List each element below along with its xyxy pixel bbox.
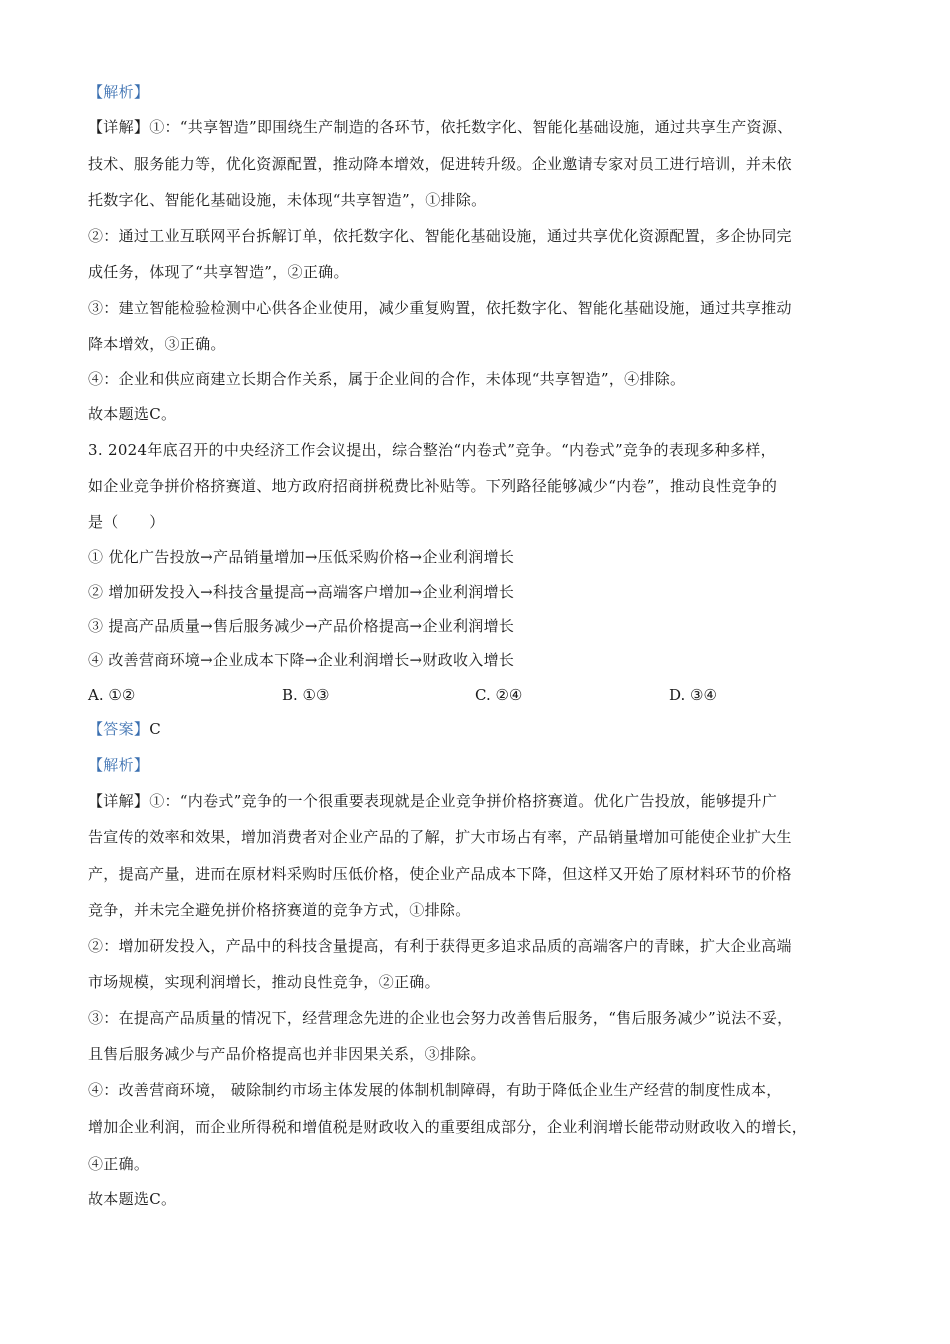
q3-detail-line: 市场规模，实现利润增长，推动良性竞争，②正确。	[88, 973, 440, 991]
q3-stem-line: 是（ ）	[88, 513, 165, 531]
q3-stem-line: 3. 2024年底召开的中央经济工作会议提出，综合整治“内卷式”竞争。“内卷式”竞争的表现多种多样，	[88, 441, 776, 459]
q3-stem-line: 如企业竞争拼价格挤赛道、地方政府招商拼税费比补贴等。下列路径能够减少“内卷”，推动良性竞争的	[88, 477, 778, 495]
q2-detail-line: 技术、服务能力等，优化资源配置，推动降本增效，促进转升级。企业邀请专家对员工进行培训，并未依	[88, 155, 792, 173]
q3-path-2: ② 增加研发投入→科技含量提高→高端客户增加→企业利润增长	[88, 583, 515, 601]
q3-detail-line: 【详解】①：“内卷式”竞争的一个很重要表现就是企业竞争拼价格挤赛道。优化广告投放，能够提升广	[88, 792, 778, 810]
q2-detail-line: ②：通过工业互联网平台拆解订单，依托数字化、智能化基础设施，通过共享优化资源配置，多企协同完	[88, 227, 792, 245]
q2-detail-line: 托数字化、智能化基础设施，未体现“共享智造”，①排除。	[88, 191, 487, 209]
option-c: C. ②④	[475, 686, 523, 704]
q3-detail-line: 告宣传的效率和效果，增加消费者对企业产品的了解，扩大市场占有率，产品销量增加可能使企业扩大生	[88, 828, 792, 846]
q3-detail-line: 且售后服务减少与产品价格提高也并非因果关系，③排除。	[88, 1045, 486, 1063]
q3-path-3: ③ 提高产品质量→售后服务减少→产品价格提高→企业利润增长	[88, 617, 515, 635]
q3-answer-value: C	[149, 720, 161, 738]
q3-detail-line: ④正确。	[88, 1155, 150, 1173]
q3-path-4: ④ 改善营商环境→企业成本下降→企业利润增长→财政收入增长	[88, 651, 515, 669]
q2-conclusion: 故本题选C。	[88, 405, 177, 423]
q2-detail-line: 【详解】①：“共享智造”即围绕生产制造的各环节，依托数字化、智能化基础设施，通过共享生产资源、	[88, 118, 793, 136]
q3-answer-tag: 【答案】	[88, 720, 150, 738]
option-b: B. ①③	[282, 686, 330, 704]
q3-answer	[88, 719, 868, 739]
q2-detail-line: 降本增效，③正确。	[88, 335, 226, 353]
q3-detail-line: ②：增加研发投入，产品中的科技含量提高，有利于获得更多追求品质的高端客户的青睐，扩大企业高端	[88, 937, 792, 955]
q2-detail-line: ③：建立智能检验检测中心供各企业使用，减少重复购置，依托数字化、智能化基础设施，通过共享推动	[88, 299, 792, 317]
option-d: D. ③④	[669, 686, 717, 704]
q3-detail-line: 增加企业利润，而企业所得税和增值税是财政收入的重要组成部分，企业利润增长能带动财政收入的增长，	[88, 1118, 808, 1136]
q3-detail-line: ③：在提高产品质量的情况下，经营理念先进的企业也会努力改善售后服务，“售后服务减少”说法不妥，	[88, 1009, 793, 1027]
q2-detail-line: ④：企业和供应商建立长期合作关系，属于企业间的合作，未体现“共享智造”，④排除。	[88, 370, 686, 388]
q3-detail-line: 产，提高产量，进而在原材料采购时压低价格，使企业产品成本下降，但这样又开始了原材料环节的价格	[88, 865, 792, 883]
option-a: A. ①②	[88, 686, 136, 704]
q3-detail-line: 竞争，并未完全避免拼价格挤赛道的竞争方式，①排除。	[88, 901, 471, 919]
q3-detail-line: ④：改善营商环境， 破除制约市场主体发展的体制机制障碍，有助于降低企业生产经营的制度性成本，	[88, 1081, 782, 1099]
q3-path-1: ① 优化广告投放→产品销量增加→压低采购价格→企业利润增长	[88, 548, 515, 566]
q2-detail-line: 成任务，体现了“共享智造”，②正确。	[88, 263, 349, 281]
q3-analysis-tag: 【解析】	[88, 756, 150, 774]
q2-analysis-tag: 【解析】	[88, 83, 150, 101]
q3-conclusion: 故本题选C。	[88, 1190, 177, 1208]
